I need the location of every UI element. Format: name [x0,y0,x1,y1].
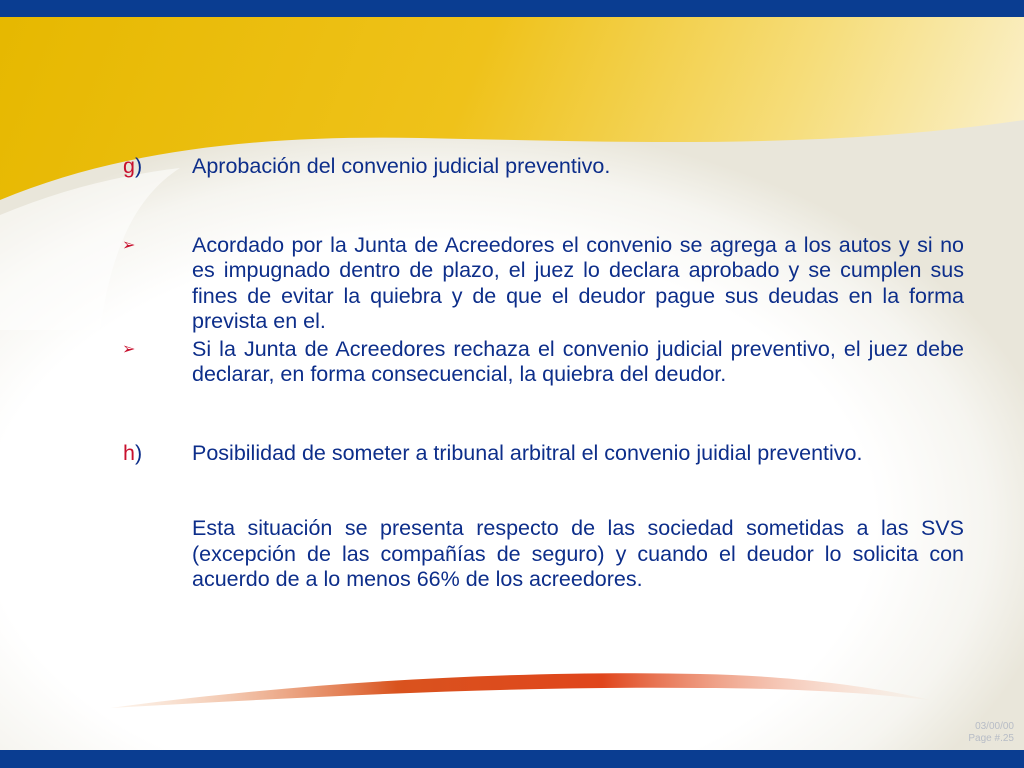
slide-content [118,154,964,593]
arrow-bullet-icon: ➢ [122,236,136,254]
section-g-letter: g [123,154,135,178]
slide-footer [968,721,1014,745]
bullet-text: Si la Junta de Acreedores rechaza el convenio judicial preventivo, el juez debe declarar, en forma consecuencial, la quiebra del deudor. [192,336,964,386]
bullet-item [118,233,964,335]
bullet-text: Acordado por la Junta de Acreedores el convenio se agrega a los autos y si no es impugnado dentro de plazo, el juez lo declara aprobado y se cumplen sus fines de evitar la quiebra y de que el deudor pague sus deudas en la forma prevista en el. [192,232,964,333]
section-g-title-end: . [604,154,611,178]
section-h-title: Posibilidad de someter a tribunal arbitral el convenio juidial preventivo. [192,440,863,465]
bullet-item [118,337,964,388]
footer-page-number: Page #.25 [968,733,1014,744]
top-bar [0,0,1024,17]
section-h-marker [118,441,192,467]
section-g-paren: ) [134,154,143,178]
section-h-letter: h [123,440,135,465]
section-g-title-text: Aprobación del convenio judicial preventivo [192,154,605,178]
section-h-paragraph: Esta situación se presenta respecto de las sociedad sometidas a las SVS (excepción de las compañías de seguro) y cuando el deudor lo solicita con acuerdo de a lo menos 66% de los acreedores. [192,516,964,591]
bottom-bar [0,750,1024,768]
footer-date: 03/00/00 [975,721,1014,732]
section-h-paren: ) [134,440,143,465]
arrow-bullet-icon: ➢ [122,340,136,358]
section-g [118,154,964,180]
section-g-marker [118,154,192,180]
section-h [118,441,964,467]
section-g-title [192,154,964,180]
section-h-paragraph-row [118,516,964,593]
